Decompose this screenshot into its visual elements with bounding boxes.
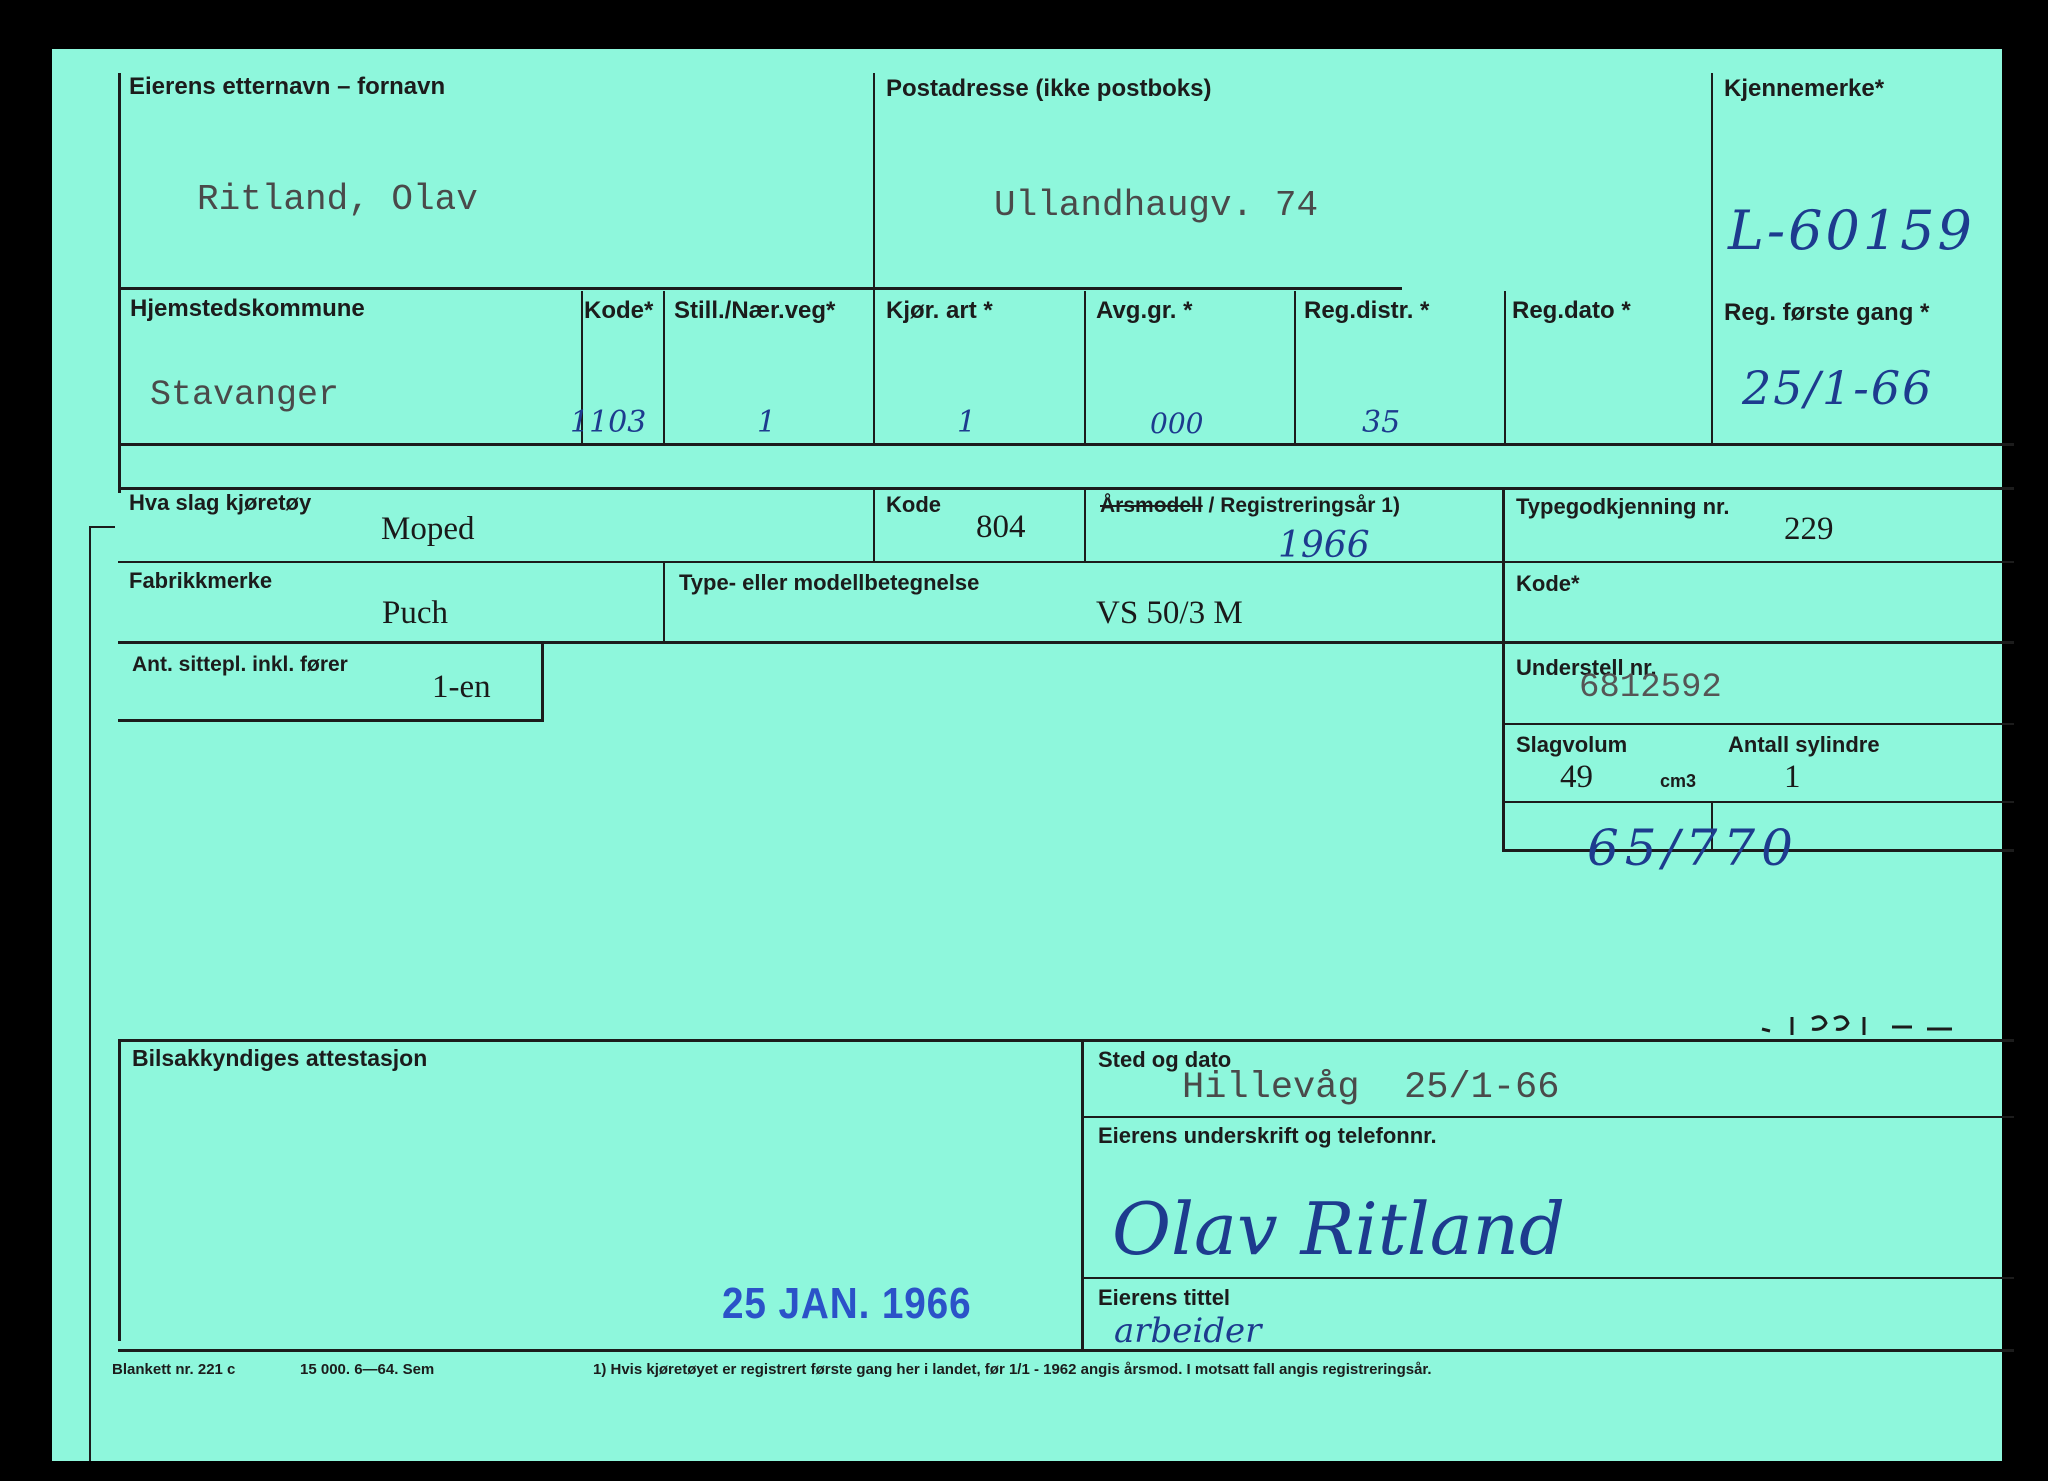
divider [663, 563, 665, 641]
model-value: VS 50/3 M [1096, 595, 1243, 631]
cylinders-label: Antall sylindre [1728, 732, 1880, 757]
scribble-marks [1752, 1009, 1982, 1039]
seats-label: Ant. sittepl. inkl. fører [132, 653, 348, 676]
signature-label: Eierens underskrift og telefonnr. [1098, 1123, 1437, 1148]
model-label: Type- eller modellbetegnelse [679, 570, 980, 595]
typegod-value: 229 [1784, 511, 1834, 547]
date-stamp: 25 JAN. 1966 [722, 1279, 972, 1328]
kjor-label: Kjør. art * [886, 297, 993, 324]
attest-label: Bilsakkyndiges attestasjon [132, 1045, 428, 1071]
divider [1711, 73, 1713, 445]
rule [1502, 801, 2014, 803]
title-value: arbeider [1114, 1311, 1262, 1351]
year-label [1100, 494, 1400, 518]
seats-value: 1-en [432, 669, 491, 705]
divider [873, 490, 875, 561]
volume-value: 49 [1560, 759, 1593, 795]
make-label: Fabrikkmerke [129, 568, 273, 593]
divider [1084, 490, 1086, 561]
rule [118, 287, 1402, 290]
plate-label: Kjennemerke* [1724, 75, 1885, 102]
rule [118, 641, 2014, 644]
footer-blankett: Blankett nr. 221 c [112, 1361, 236, 1378]
rule [118, 1349, 2014, 1352]
divider [1081, 1039, 1084, 1351]
signature-value: Olav Ritland [1112, 1187, 1566, 1271]
rule [118, 443, 2014, 446]
divider [1504, 291, 1506, 445]
owner-label: Eierens etternavn – fornavn [129, 73, 446, 100]
divider [663, 291, 665, 445]
rule [118, 719, 543, 722]
forste-label: Reg. første gang * [1724, 299, 1930, 326]
owner-value: Ritland, Olav [197, 179, 478, 220]
chassis-label: Understell nr. [1516, 655, 1657, 680]
divider [1502, 490, 1505, 852]
divider [1294, 291, 1296, 445]
rule [118, 561, 2014, 563]
address-label: Postadresse (ikke postboks) [886, 75, 1212, 102]
avg-label: Avg.gr. * [1096, 297, 1193, 324]
divider [1084, 291, 1086, 445]
vehicle-type-label: Hva slag kjøretøy [129, 490, 312, 515]
footer-print: 15 000. 6—64. Sem [300, 1361, 435, 1378]
still-value: 1 [757, 405, 777, 440]
address-value: Ullandhaugv. 74 [994, 185, 1319, 226]
regdistr-value: 35 [1362, 405, 1401, 440]
volume-unit: cm3 [1660, 771, 1697, 791]
rule [1502, 723, 2014, 725]
plate-value: L-60159 [1728, 199, 1975, 262]
vehicle-kode-label: Kode [886, 492, 941, 517]
place-date-label: Sted og dato [1098, 1047, 1232, 1072]
make-value: Puch [382, 595, 448, 631]
rule [1081, 1116, 2014, 1118]
municipality-label: Hjemstedskommune [130, 295, 365, 322]
kode-value: 1103 [570, 405, 647, 440]
handwritten-note: 65/770 [1587, 819, 1799, 877]
rule [1081, 1277, 2014, 1279]
cylinders-value: 1 [1784, 759, 1801, 795]
footer-note: 1) Hvis kjøretøyet er registrert første gang her i landet, før 1/1 - 1962 angis årsmod. I motsatt fall angis registreringsår. [593, 1361, 1432, 1378]
forste-value: 25/1-66 [1742, 361, 1934, 415]
year-label-rest: / Registreringsår 1) [1202, 494, 1400, 517]
title-label: Eierens tittel [1098, 1285, 1231, 1310]
vehicle-kode-value: 804 [976, 509, 1026, 545]
kjor-value: 1 [957, 405, 977, 440]
divider [873, 73, 875, 445]
rule [118, 1039, 2014, 1042]
chassis-value: 6812592 [1579, 669, 1722, 707]
avg-value: 000 [1150, 407, 1204, 440]
rule [118, 487, 2014, 490]
place-date-value: Hillevåg 25/1-66 [1182, 1067, 1560, 1109]
kode2-label: Kode* [1516, 571, 1580, 596]
year-value: 1966 [1278, 525, 1370, 566]
year-label-struck: Årsmodell [1100, 494, 1203, 517]
divider [118, 1039, 121, 1341]
divider [541, 643, 544, 722]
kode-label: Kode* [584, 297, 654, 324]
left-border-top [118, 73, 121, 493]
typegod-label: Typegodkjenning nr. [1516, 494, 1730, 519]
regdistr-label: Reg.distr. * [1304, 297, 1430, 324]
volume-label: Slagvolum [1516, 732, 1628, 757]
regdato-label: Reg.dato * [1512, 297, 1631, 324]
rule [89, 526, 115, 528]
still-label: Still./Nær.veg* [674, 297, 836, 324]
registration-card [52, 49, 2002, 1461]
left-border-long [89, 526, 91, 1461]
vehicle-type-value: Moped [381, 511, 475, 547]
municipality-value: Stavanger [150, 375, 340, 415]
